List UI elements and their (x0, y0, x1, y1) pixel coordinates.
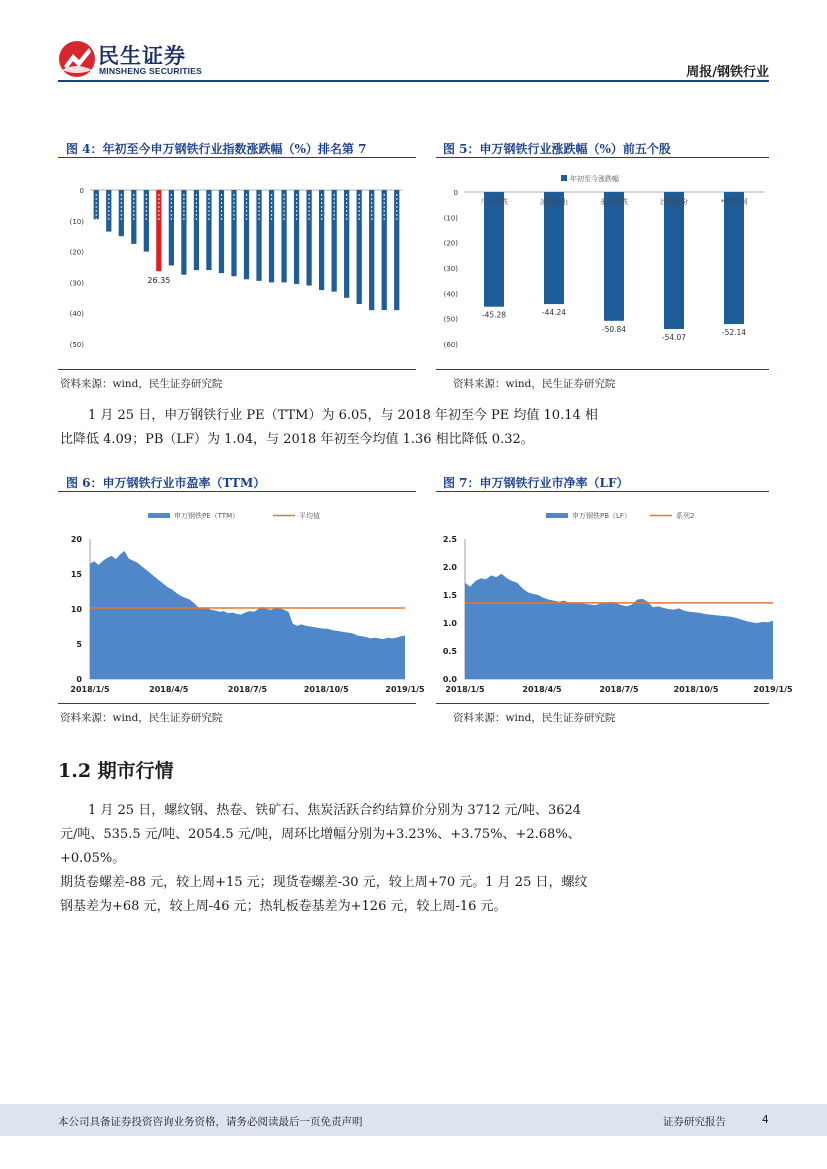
figure-6-bottom-rule (58, 703, 416, 704)
footer-report-type: 证券研究报告 (663, 1116, 726, 1128)
y-tick-label: 2.5 (442, 535, 457, 544)
figure-7-chart (436, 494, 793, 702)
y-tick-label: 10 (70, 605, 82, 614)
y-tick-label: (30) (443, 265, 458, 273)
category-label: 凌钢股山 (540, 198, 568, 206)
bar (484, 192, 504, 307)
y-tick-label: 1.5 (442, 591, 457, 600)
category-label: 沙钢股份 (660, 198, 688, 206)
figure-4-bottom-rule (58, 369, 416, 370)
y-tick-label: 0 (453, 189, 458, 197)
figure-6-top-rule (58, 491, 416, 492)
bar (319, 190, 324, 290)
category-label: *ST抚钢 (720, 198, 748, 206)
header-divider (58, 80, 769, 82)
area-series (90, 551, 405, 679)
legend-label: 系列2 (676, 512, 695, 520)
y-tick-label: (50) (443, 315, 458, 324)
figure-5-bottom-rule (436, 369, 769, 370)
paragraph-futures-line-3: 期货卷螺差-88 元，较上周+15 元；现货卷螺差-30 元，较上周+70 元。1 月 25 日，螺纹 (60, 875, 588, 890)
figure-7-title: 图 7：申万钢铁行业市净率（LF） (443, 476, 629, 490)
bar (394, 190, 399, 310)
y-tick-label: (20) (69, 248, 84, 257)
report-category: 周报/钢铁行业 (686, 65, 769, 80)
figure-6-source: 资料来源：wind，民生证券研究院 (60, 712, 223, 724)
area-series (465, 574, 773, 679)
page-number: 4 (762, 1114, 769, 1126)
bar (332, 190, 337, 292)
bar (544, 192, 564, 304)
legend-label: 平均值 (299, 512, 320, 520)
paragraph-futures-line-2: 元/吨、535.5 元/吨、2054.5 元/吨，周环比增幅分别为+3.23%、+3.75%、+2.68%、+0.05%。 (60, 827, 581, 866)
highlight-value-label: 26.35 (147, 276, 171, 286)
legend-label: 年初至今涨跌幅 (570, 175, 619, 183)
bar (604, 192, 624, 321)
bar (724, 192, 744, 324)
bar (294, 190, 299, 284)
footer-disclaimer: 本公司具备证券投资咨询业务资格，请务必阅读最后一页免责声明 (58, 1116, 363, 1128)
x-tick-label: 2018/4/5 (149, 685, 189, 694)
figure-6-title: 图 6：申万钢铁行业市盈率（TTM） (66, 476, 266, 490)
figure-5-title: 图 5：申万钢铁行业涨跌幅（%）前五个股 (443, 142, 671, 156)
logo-subtext: MINSHENG SECURITIES (99, 66, 202, 76)
value-label: -52.14 (721, 328, 747, 338)
logo-text: 民生证券 (98, 44, 186, 68)
y-tick-label: 0 (76, 675, 82, 684)
bar (306, 190, 311, 285)
legend-label: 申万钢铁PB（LF） (572, 512, 631, 520)
paragraph-valuation-line-1: 1 月 25 日，申万钢铁行业 PE（TTM）为 6.05，与 2018 年初至今 PE 均值 10.14 相 (88, 408, 598, 423)
figure-7-source: 资料来源：wind，民生证券研究院 (453, 712, 616, 724)
figure-4-top-rule (58, 157, 416, 158)
bar (664, 192, 684, 329)
x-tick-label: 2018/1/5 (445, 685, 485, 694)
x-tick-label: 2018/7/5 (599, 685, 639, 694)
figure-4-source: 资料来源：wind，民生证券研究院 (60, 378, 223, 390)
value-label: -45.28 (481, 310, 507, 320)
x-tick-label: 2019/1/5 (385, 685, 425, 694)
x-tick-label: 2018/1/5 (70, 685, 110, 694)
figure-5-chart (436, 160, 769, 368)
legend-swatch (546, 513, 568, 518)
value-label: -54.07 (661, 332, 687, 342)
y-tick-label: 1.0 (442, 619, 457, 628)
y-tick-label: 0.0 (442, 675, 457, 684)
y-tick-label: (30) (69, 279, 84, 288)
category-label: 永兴钢铁 (600, 198, 628, 206)
y-tick-label: 2.0 (442, 563, 457, 572)
legend-swatch (561, 175, 567, 181)
y-tick-label: (40) (443, 290, 458, 299)
figure-4-chart (58, 160, 416, 368)
paragraph-valuation (60, 404, 630, 452)
y-tick-label: (10) (69, 217, 84, 226)
y-tick-label: (50) (69, 341, 84, 349)
legend-swatch (148, 513, 170, 518)
bar (369, 190, 374, 310)
bar (119, 190, 124, 236)
x-tick-label: 2018/10/5 (673, 685, 719, 694)
paragraph-futures-line-4: 钢基差为+68 元，较上周-46 元；热轧板卷基差为+126 元，较上周-16 元。 (60, 899, 507, 914)
bar (382, 190, 387, 310)
figure-5-source: 资料来源：wind，民生证券研究院 (453, 378, 616, 390)
y-tick-label: 0.5 (442, 647, 457, 656)
legend-label: 申万钢铁PE（TTM） (174, 512, 240, 520)
y-tick-label: 20 (70, 535, 82, 544)
y-tick-label: 15 (70, 570, 82, 579)
x-tick-label: 2018/4/5 (522, 685, 562, 694)
figure-7-top-rule (436, 491, 769, 492)
bar (169, 190, 174, 265)
y-tick-label: 5 (76, 640, 82, 649)
logo-emblem (58, 40, 96, 78)
x-tick-label: 2019/1/5 (753, 685, 793, 694)
paragraph-futures-line-1: 1 月 25 日，螺纹钢、热卷、铁矿石、焦炭活跃合约结算价分别为 3712 元/吨、3624 (88, 803, 582, 818)
paragraph-valuation-line-2: 比降低 4.09；PB（LF）为 1.04，与 2018 年初至今均值 1.36 相比降低 0.32。 (60, 432, 534, 447)
figure-4-title: 图 4：年初至今申万钢铁行业指数涨跌幅（%）排名第 7 (66, 142, 367, 156)
y-tick-label: (10) (443, 214, 458, 223)
y-tick-label: 0 (79, 187, 84, 195)
y-tick-label: (40) (69, 310, 84, 319)
x-tick-label: 2018/7/5 (227, 685, 268, 694)
section-title: 1.2 期市行情 (58, 760, 174, 782)
x-tick-label: 2018/10/5 (303, 685, 349, 694)
value-label: -50.84 (601, 324, 627, 334)
value-label: -44.24 (541, 308, 567, 318)
y-tick-label: (60) (443, 341, 458, 349)
paragraph-futures (60, 799, 640, 919)
category-label: 八一钢铁 (480, 198, 508, 206)
figure-5-top-rule (436, 157, 769, 158)
y-tick-label: (20) (443, 239, 458, 248)
figure-6-chart (58, 494, 425, 702)
figure-7-bottom-rule (436, 703, 769, 704)
